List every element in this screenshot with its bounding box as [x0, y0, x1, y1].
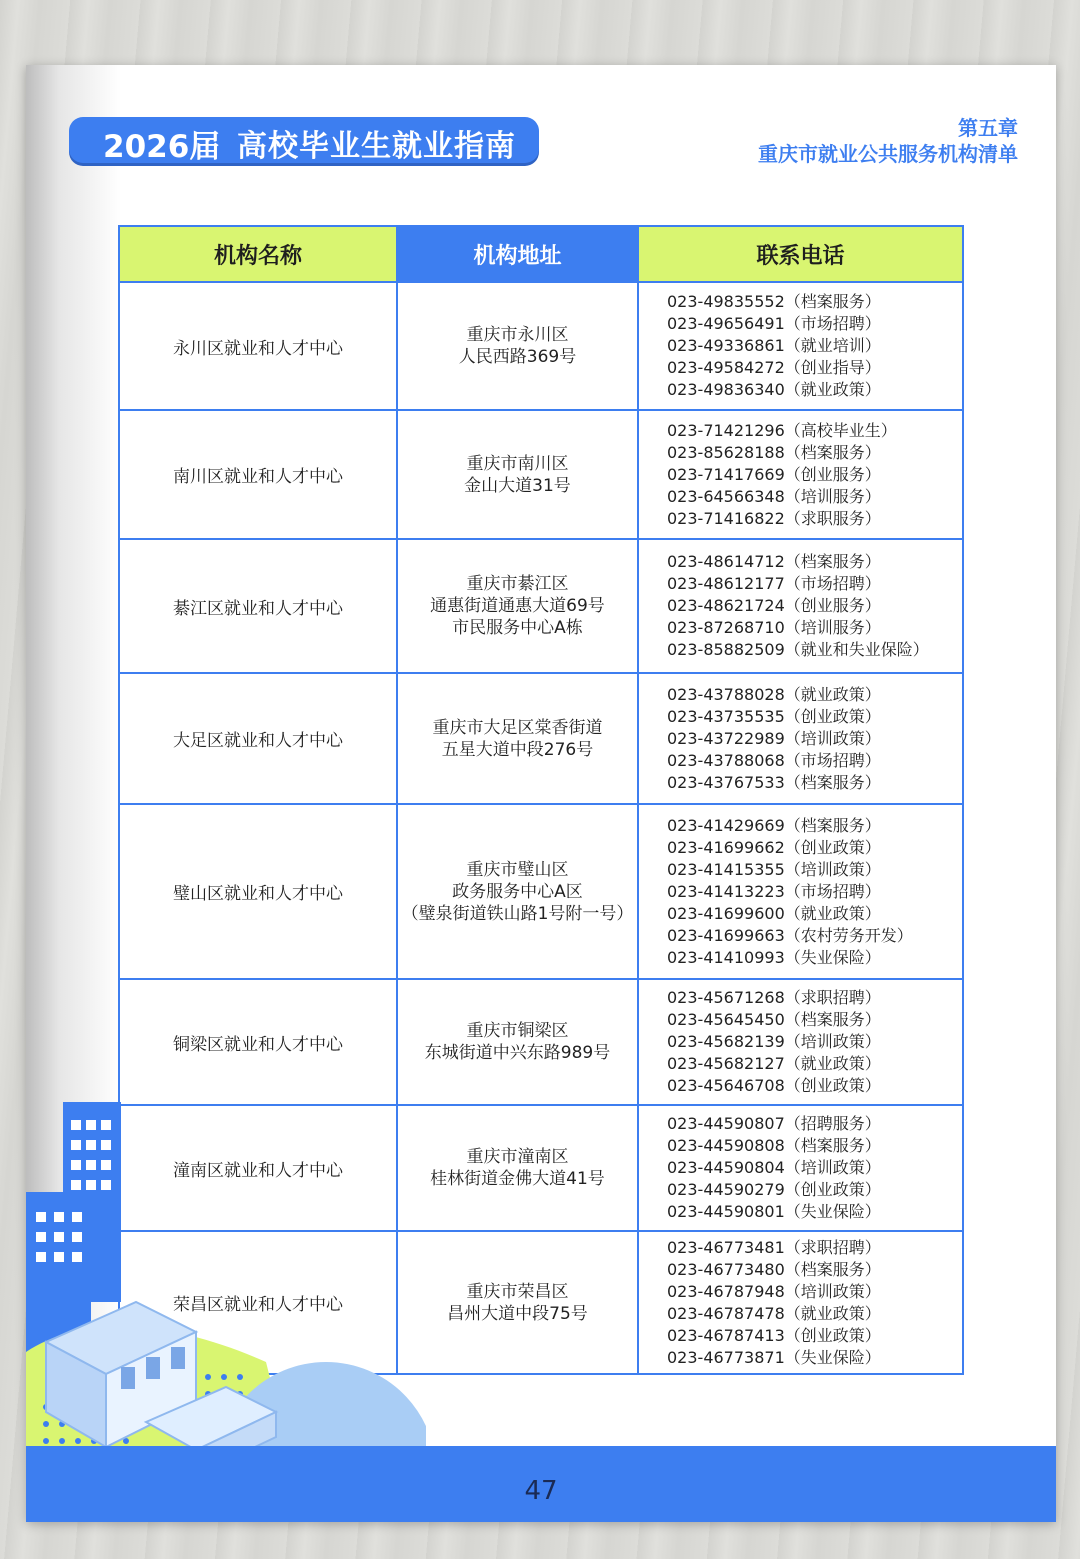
agency-phones	[638, 804, 963, 979]
document-page	[26, 65, 1056, 1522]
phone-line: 023-48614712（档案服务）	[667, 552, 881, 571]
address-line: 重庆市铜梁区	[466, 1021, 569, 1041]
address-line: 东城街道中兴东路989号	[424, 1043, 611, 1063]
phone-line: 023-45646708（创业政策）	[667, 1076, 881, 1095]
agency-name: 南川区就业和人才中心	[119, 410, 397, 539]
agency-name: 潼南区就业和人才中心	[119, 1105, 397, 1231]
phone-line: 023-49584272（创业指导）	[667, 358, 881, 377]
phone-line: 023-43722989（培训政策）	[667, 728, 881, 748]
agency-name: 璧山区就业和人才中心	[119, 804, 397, 979]
table-header-row	[119, 226, 963, 282]
phone-line: 023-46787478（就业政策）	[667, 1303, 881, 1323]
phone-line: 023-43735535（创业政策）	[667, 706, 881, 726]
phone-line: 023-41410993（失业保险）	[667, 947, 881, 967]
agency-name: 铜梁区就业和人才中心	[119, 979, 397, 1105]
chapter-heading	[758, 115, 1018, 167]
address-line: 重庆市大足区棠香街道	[432, 717, 603, 738]
address-line: 桂林街道金佛大道41号	[430, 1169, 605, 1189]
agency-address	[397, 979, 638, 1105]
address-line: 重庆市荣昌区	[466, 1281, 569, 1302]
phone-line: 023-49835552（档案服务）	[667, 292, 881, 311]
phone-line: 023-71416822（求职服务）	[667, 508, 881, 528]
chapter-number: 第五章	[958, 116, 1018, 140]
column-header-name: 机构名称	[119, 226, 397, 282]
phone-line: 023-64566348（培训服务）	[667, 486, 881, 506]
phone-line: 023-49836340（就业政策）	[667, 380, 881, 399]
agency-address	[397, 673, 638, 804]
phone-line: 023-44590808（档案服务）	[667, 1136, 881, 1155]
phone-line: 023-41413223（市场招聘）	[667, 881, 881, 901]
agency-phones	[638, 539, 963, 673]
table-row	[119, 673, 963, 804]
phone-line: 023-87268710（培训服务）	[667, 618, 881, 637]
agency-name: 永川区就业和人才中心	[119, 282, 397, 410]
phone-line: 023-44590804（培训政策）	[667, 1158, 881, 1177]
address-line: 重庆市綦江区	[466, 574, 569, 594]
guide-title: 高校毕业生就业指南	[237, 129, 516, 164]
address-line: 重庆市潼南区	[466, 1147, 569, 1167]
address-line: 金山大道31号	[464, 475, 571, 496]
agency-phones	[638, 979, 963, 1105]
agency-name: 大足区就业和人才中心	[119, 673, 397, 804]
address-line: 重庆市璧山区	[466, 859, 569, 880]
chapter-subtitle: 重庆市就业公共服务机构清单	[758, 142, 1018, 166]
phone-line: 023-49336861（就业培训）	[667, 336, 881, 355]
address-line: 政务服务中心A区	[452, 881, 583, 902]
phone-line: 023-41699600（就业政策）	[667, 903, 881, 923]
table-row	[119, 804, 963, 979]
agency-address	[397, 282, 638, 410]
column-header-address: 机构地址	[397, 226, 638, 282]
phone-line: 023-71421296（高校毕业生）	[667, 420, 897, 440]
page-number: 47	[524, 1476, 558, 1506]
phone-line: 023-43788068（市场招聘）	[667, 750, 881, 770]
phone-line: 023-41699662（创业政策）	[667, 837, 881, 857]
agency-phones	[638, 673, 963, 804]
phone-line: 023-44590279（创业政策）	[667, 1180, 881, 1199]
address-line: 五星大道中段276号	[441, 739, 594, 760]
address-line: （璧泉街道铁山路1号附一号）	[401, 903, 634, 924]
address-line: 重庆市永川区	[466, 325, 569, 345]
phone-line: 023-43767533（档案服务）	[667, 772, 881, 792]
address-line: 人民西路369号	[458, 347, 577, 367]
table-row	[119, 282, 963, 410]
phone-line: 023-45682139（培训政策）	[667, 1032, 881, 1051]
agency-phones	[638, 1105, 963, 1231]
phone-line: 023-46773480（档案服务）	[667, 1259, 881, 1279]
phone-line: 023-46773871（失业保险）	[667, 1347, 881, 1367]
phone-line: 023-43788028（就业政策）	[667, 684, 881, 704]
address-line: 市民服务中心A栋	[452, 618, 583, 638]
agency-name: 綦江区就业和人才中心	[119, 539, 397, 673]
phone-line: 023-45682127（就业政策）	[667, 1054, 881, 1073]
agency-address	[397, 410, 638, 539]
phone-line: 023-45671268（求职招聘）	[667, 988, 881, 1007]
phone-line: 023-85882509（就业和失业保险）	[667, 640, 929, 659]
guide-year: 2026届	[103, 129, 221, 165]
agency-address	[397, 539, 638, 673]
phone-line: 023-71417669（创业服务）	[667, 464, 881, 484]
column-header-phone: 联系电话	[638, 226, 963, 282]
agency-phones	[638, 410, 963, 539]
guide-title-banner	[69, 117, 539, 163]
address-line: 昌州大道中段75号	[447, 1303, 588, 1324]
phone-line: 023-41415355（培训政策）	[667, 859, 881, 879]
phone-line: 023-85628188（档案服务）	[667, 442, 881, 462]
phone-line: 023-41699663（农村劳务开发）	[667, 925, 913, 945]
agency-name: 荣昌区就业和人才中心	[119, 1231, 397, 1374]
agency-phones	[638, 282, 963, 410]
agency-address	[397, 1105, 638, 1231]
address-line: 通惠街道通惠大道69号	[430, 596, 605, 616]
table-row	[119, 410, 963, 539]
phone-line: 023-48621724（创业服务）	[667, 596, 881, 615]
phone-line: 023-46787413（创业政策）	[667, 1325, 881, 1345]
address-line: 重庆市南川区	[466, 453, 569, 474]
phone-line: 023-45645450（档案服务）	[667, 1010, 881, 1029]
phone-line: 023-46773481（求职招聘）	[667, 1237, 881, 1257]
agency-phones	[638, 1231, 963, 1374]
table-row	[119, 539, 963, 673]
phone-line: 023-44590807（招聘服务）	[667, 1114, 881, 1133]
phone-line: 023-48612177（市场招聘）	[667, 574, 881, 593]
agency-address	[397, 1231, 638, 1374]
phone-line: 023-49656491（市场招聘）	[667, 314, 881, 333]
agency-address	[397, 804, 638, 979]
phone-line: 023-44590801（失业保险）	[667, 1202, 881, 1221]
phone-line: 023-41429669（档案服务）	[667, 815, 881, 835]
phone-line: 023-46787948（培训政策）	[667, 1281, 881, 1301]
